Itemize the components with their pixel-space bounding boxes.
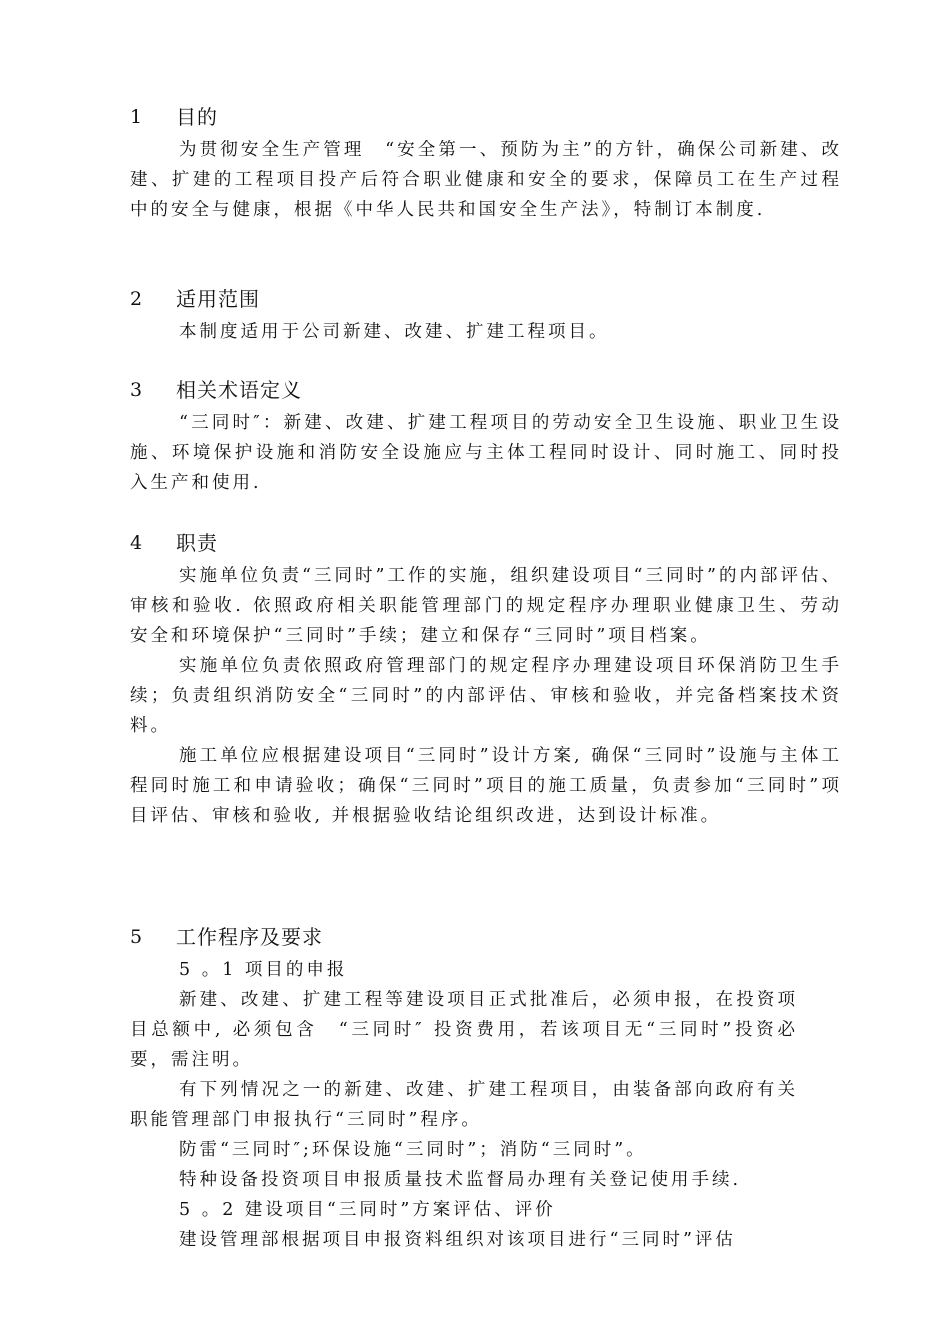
subsection-heading: 5 。2 建设项目“三同时”方案评估、评价 xyxy=(179,1200,556,1220)
section-responsibilities xyxy=(0,525,950,831)
section-heading xyxy=(0,919,950,955)
section-heading xyxy=(0,525,950,561)
paragraph: 本制度适用于公司新建、改建、扩建工程项目。 xyxy=(179,322,610,342)
paragraph: 建设管理部根据项目申报资料组织对该项目进行“三同时”评估 xyxy=(179,1230,736,1250)
section-title: 适用范围 xyxy=(176,287,260,311)
section-number: 1 xyxy=(130,106,143,128)
section-heading xyxy=(0,281,950,317)
paragraph: 实施单位负责“三同时”工作的实施，组织建设项目“三同时”的内部评估、审核和验收. 依照政府相关职能管理部门的规定程序办理职业健康卫生、劳动安全和环境保护“三同时”手续；建立和保存“三同时”项目档案。 xyxy=(130,566,842,646)
paragraph: 实施单位负责依照政府管理部门的规定程序办理建设项目环保消防卫生手续；负责组织消防安全“三同时”的内部评估、审核和验收，并完备档案技术资料。 xyxy=(130,656,842,736)
section-title: 职责 xyxy=(176,531,218,555)
section-title: 相关术语定义 xyxy=(176,378,302,402)
paragraph: 有下列情况之一的新建、改建、扩建工程项目，由装备部向政府有关职能管理部门申报执行“三同时”程序。 xyxy=(130,1080,798,1130)
section-procedures xyxy=(0,919,950,1255)
paragraph: “三同时″：新建、改建、扩建工程项目的劳动安全卫生设施、职业卫生设施、环境保护设施和消防安全设施应与主体工程同时设计、同时施工、同时投入生产和使用. xyxy=(130,413,842,493)
section-heading xyxy=(0,99,950,135)
section-purpose xyxy=(0,99,950,225)
paragraph: 特种设备投资项目申报质量技术监督局办理有关登记使用手续. xyxy=(179,1170,742,1190)
section-number: 2 xyxy=(130,288,143,310)
section-scope xyxy=(0,281,950,347)
section-definitions xyxy=(0,372,950,498)
paragraph: 施工单位应根据建设项目“三同时”设计方案, 确保“三同时”设施与主体工程同时施工和申请验收；确保“三同时”项目的施工质量，负责参加“三同时”项目评估、审核和验收, 并根据验收结论组织改进，达到设计标准。 xyxy=(130,746,842,826)
section-number: 5 xyxy=(130,926,143,948)
section-number: 3 xyxy=(130,379,143,401)
section-number: 4 xyxy=(130,532,143,554)
paragraph: 为贯彻安全生产管理 “安全第一、预防为主”的方针，确保公司新建、改建、扩建的工程项目投产后符合职业健康和安全的要求，保障员工在生产过程中的安全与健康，根据《中华人民共和国安全生产法》，特制订本制度. xyxy=(130,140,842,220)
paragraph: 防雷“三同时″;环保设施“三同时”；消防“三同时”。 xyxy=(179,1140,647,1160)
section-heading xyxy=(0,372,950,408)
section-title: 工作程序及要求 xyxy=(176,925,323,949)
paragraph: 新建、改建、扩建工程等建设项目正式批准后，必须申报，在投资项目总额中, 必须包含 “三同时″ 投资费用，若该项目无“三同时”投资必要，需注明。 xyxy=(130,990,798,1070)
section-title: 目的 xyxy=(176,105,218,129)
subsection-heading: 5 。1 项目的申报 xyxy=(179,960,348,980)
